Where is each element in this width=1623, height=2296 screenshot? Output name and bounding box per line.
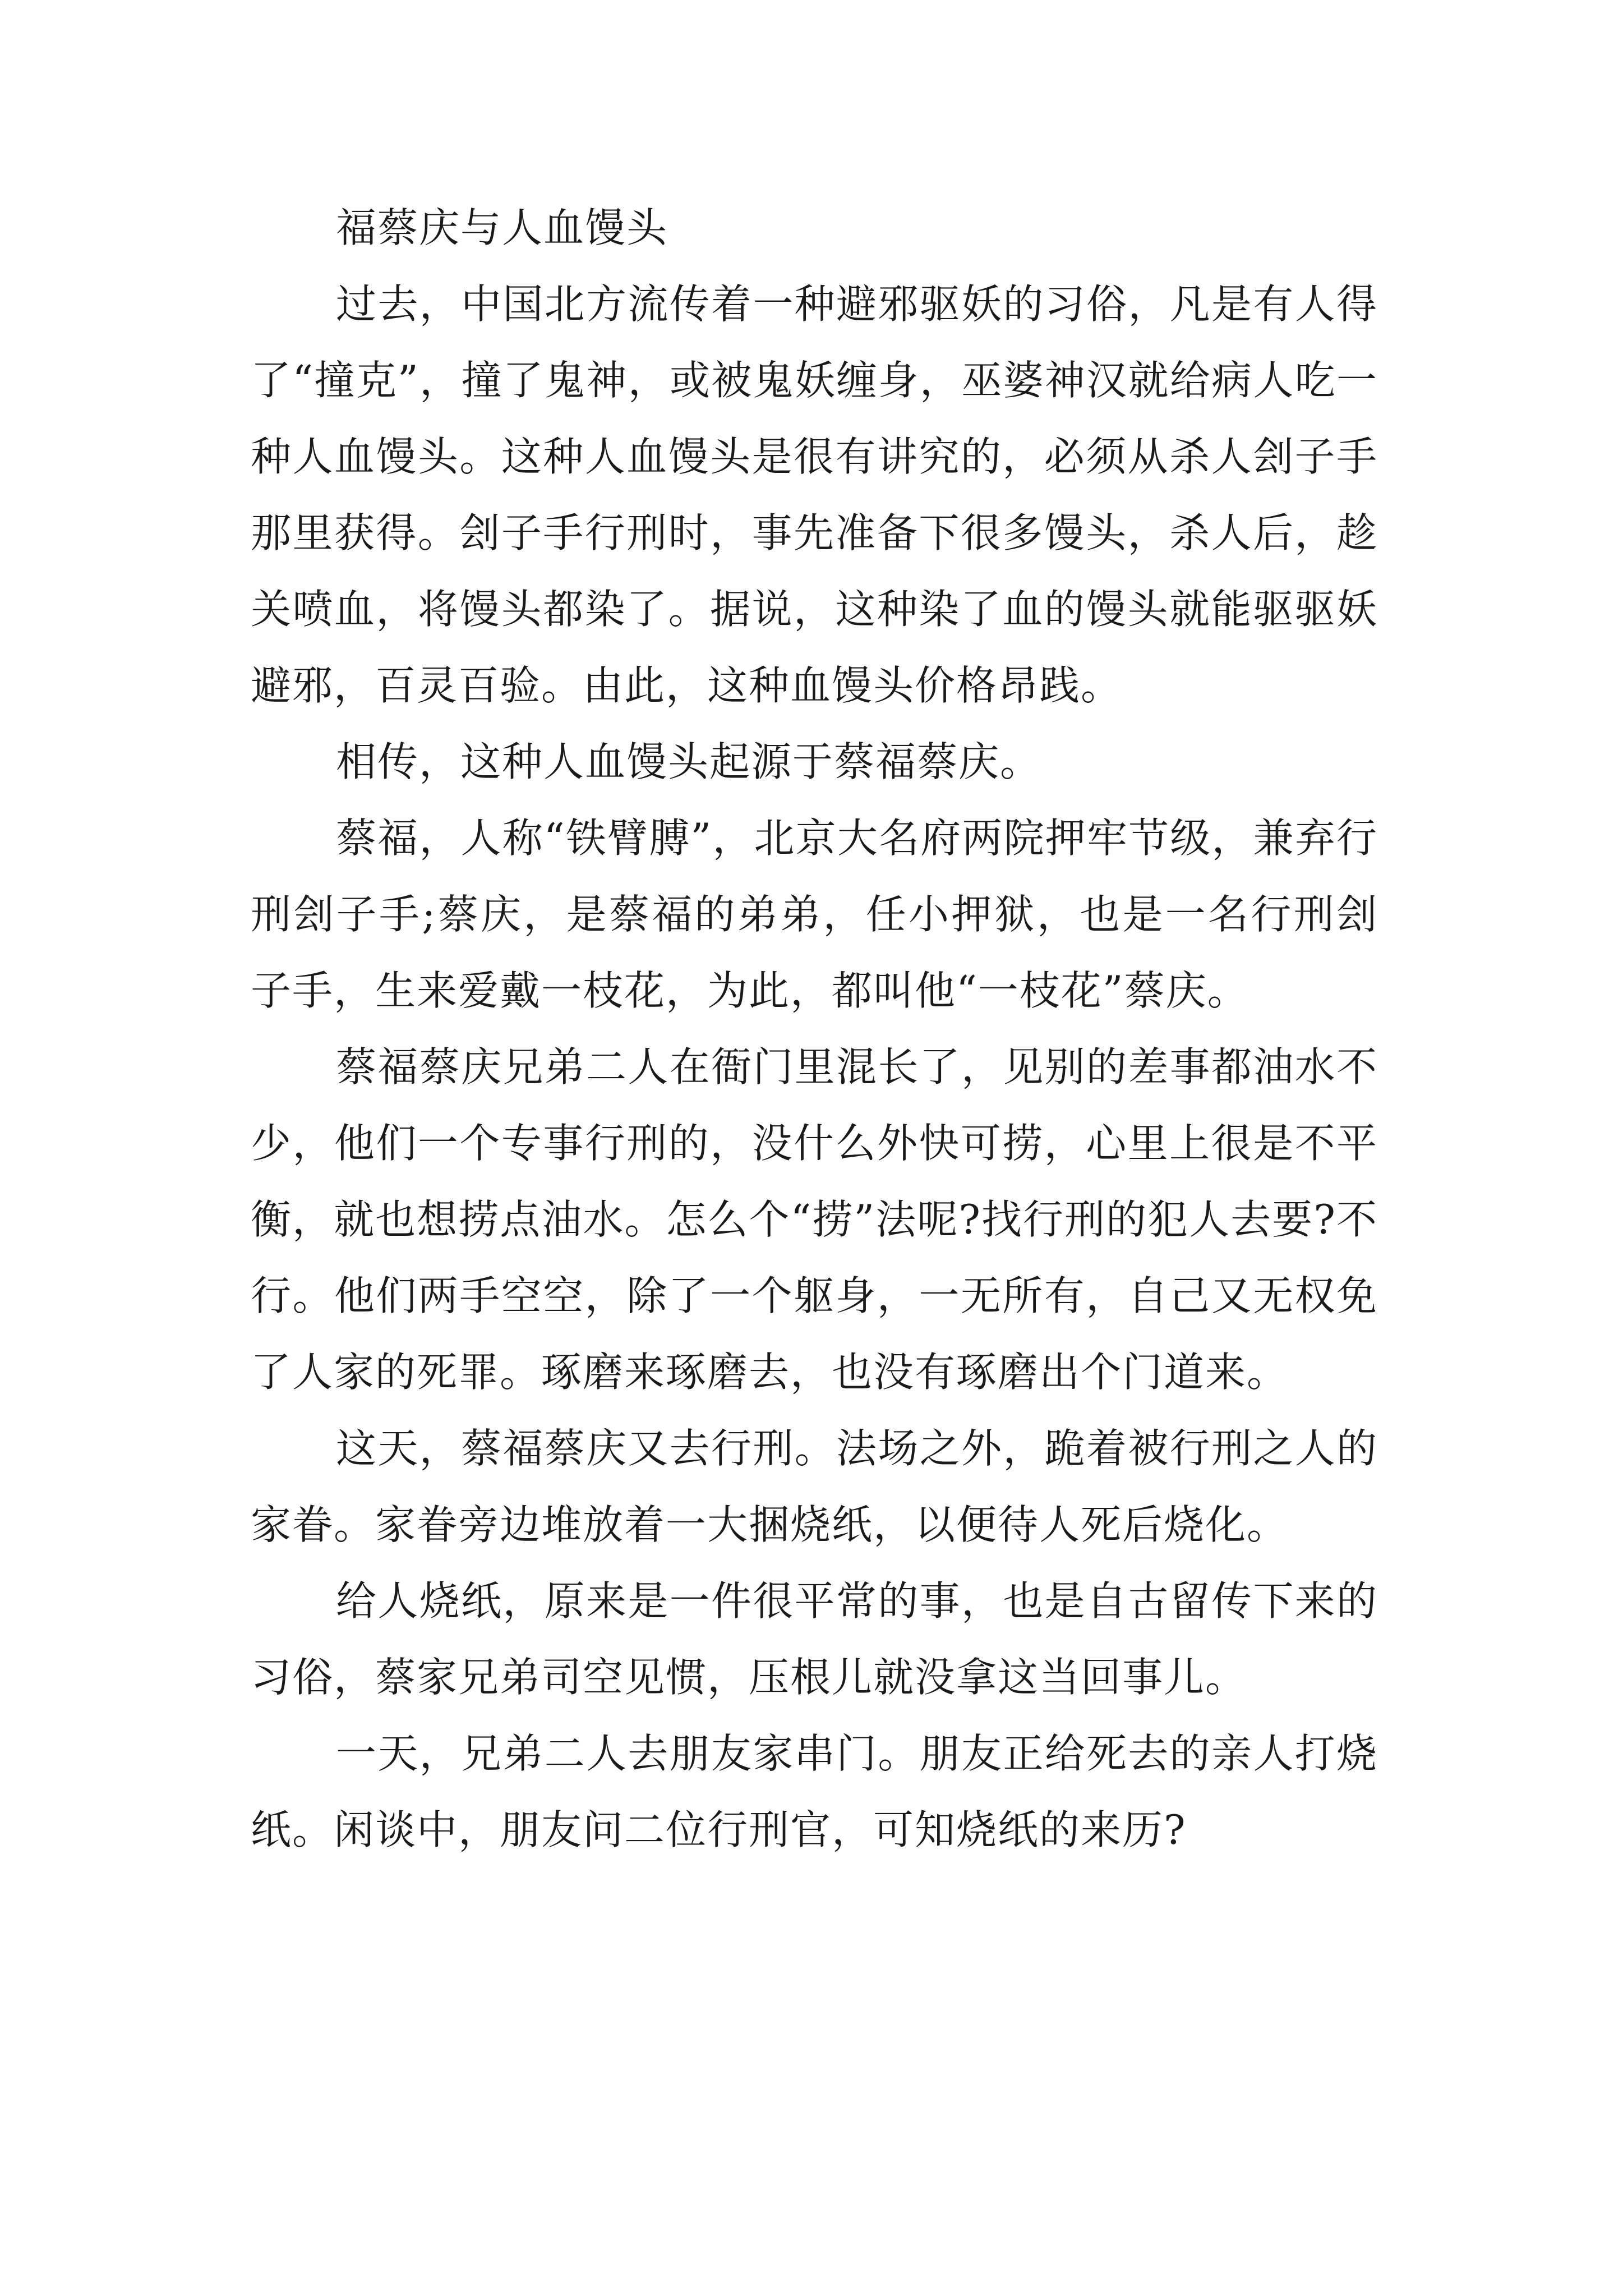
paragraph-4: 蔡福蔡庆兄弟二人在衙门里混长了，见别的差事都油水不少，他们一个专事行刑的，没什么外快可捞，心里上很是不平衡，就也想捞点油水。怎么个“捞”法呢?找行刑的犯人去要?不行。他们两手空空，除了一个躯身，一无所有，自己又无权免了人家的死罪。琢磨来琢磨去，也没有琢磨出个门道来。 — [251, 1043, 1378, 1396]
paragraph-5: 这天，蔡福蔡庆又去行刑。法场之外，跪着被行刑之人的家眷。家眷旁边堆放着一大捆烧纸，以便待人死后烧化。 — [251, 1425, 1378, 1548]
paragraph-2: 相传，这种人血馒头起源于蔡福蔡庆。 — [336, 738, 1042, 785]
document-title: 福蔡庆与人血馒头 — [336, 204, 668, 251]
paragraph-6: 给人烧纸，原来是一件很平常的事，也是自古留传下来的习俗，蔡家兄弟司空见惯，压根儿就没拿这当回事儿。 — [251, 1577, 1378, 1701]
paragraph-7: 一天，兄弟二人去朋友家串门。朋友正给死去的亲人打烧纸。闲谈中，朋友问二位行刑官，可知烧纸的来历? — [251, 1730, 1378, 1853]
paragraph-3: 蔡福，人称“铁臂膊”，北京大名府两院押牢节级，兼弃行刑刽子手;蔡庆，是蔡福的弟弟，任小押狱，也是一名行刑刽子手，生来爱戴一枝花，为此，都叫他“一枝花”蔡庆。 — [251, 815, 1378, 1014]
document-body — [251, 190, 1378, 1868]
paragraph-1: 过去，中国北方流传着一种避邪驱妖的习俗，凡是有人得了“撞克”，撞了鬼神，或被鬼妖缠身，巫婆神汉就给病人吃一种人血馒头。这种人血馒头是很有讲究的，必须从杀人刽子手那里获得。刽子手行刑时，事先准备下很多馒头，杀人后，趁关喷血，将馒头都染了。据说，这种染了血的馒头就能驱驱妖避邪，百灵百验。由此，这种血馒头价格昂践。 — [251, 280, 1378, 709]
